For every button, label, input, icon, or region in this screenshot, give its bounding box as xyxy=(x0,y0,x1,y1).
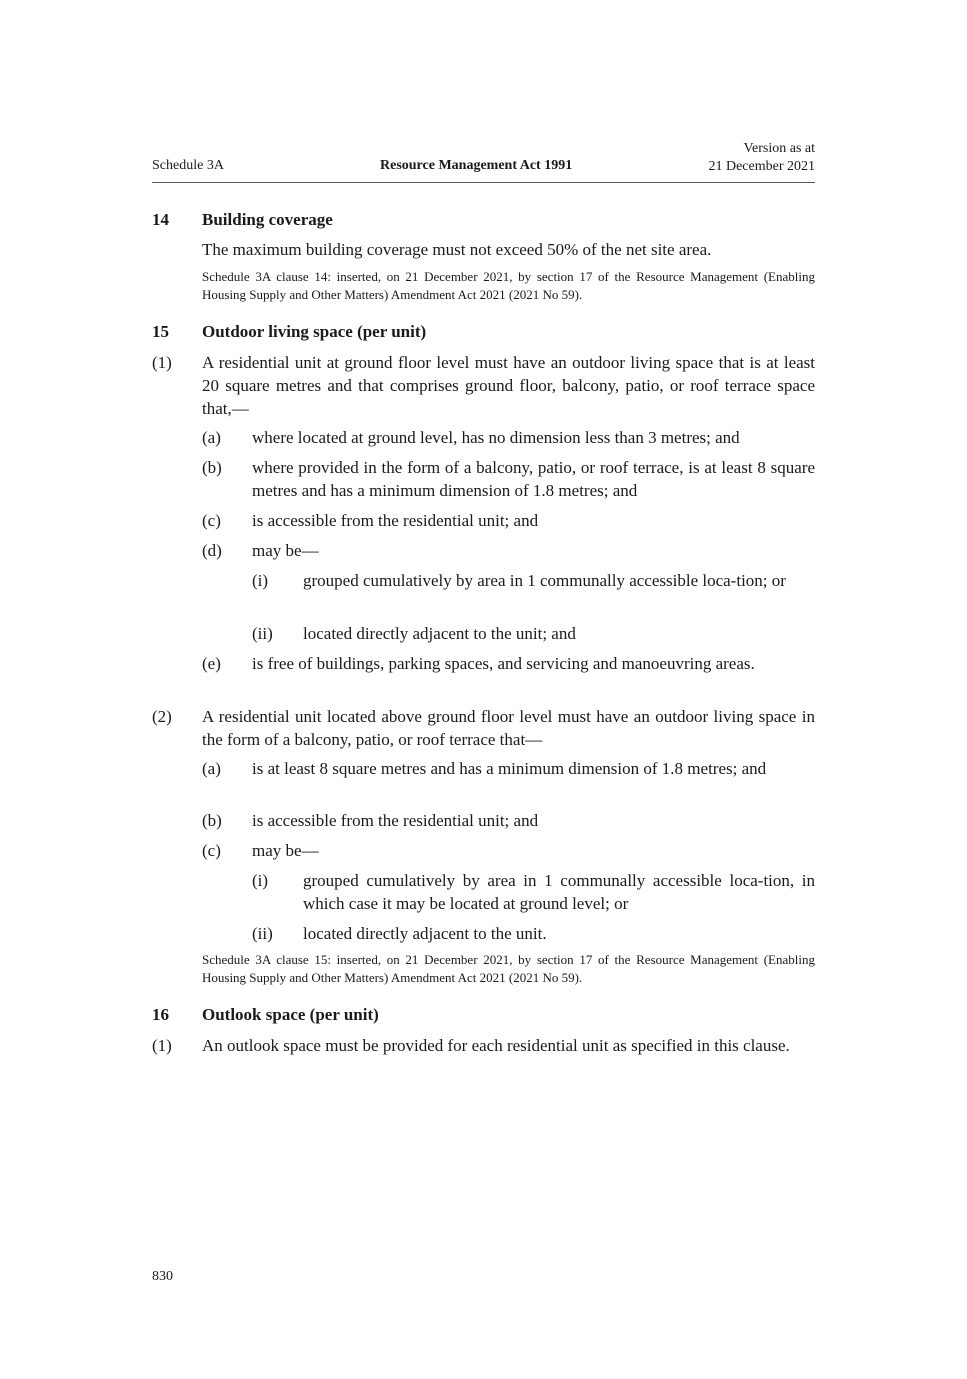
subpara-15-1-d-ii-label: (ii) xyxy=(252,624,273,643)
clause-16-heading: Outlook space (per unit) xyxy=(202,1005,379,1024)
subpara-15-2-c-ii-text: located directly adjacent to the unit. xyxy=(303,924,547,943)
para-15-1-e-text: is free of buildings, parking spaces, and servicing and manoeuvring areas. xyxy=(252,654,755,673)
subclause-16-1-text: An outlook space must be provided for each residential unit as specified in this clause. xyxy=(202,1036,790,1055)
para-15-1-d-label: (d) xyxy=(202,541,222,560)
para-15-2-c-label: (c) xyxy=(202,841,221,860)
header-schedule: Schedule 3A xyxy=(152,158,224,173)
para-15-1-e-label: (e) xyxy=(202,654,221,673)
header-act-title: Resource Management Act 1991 xyxy=(380,158,573,173)
clause-14-text: The maximum building coverage must not exceed 50% of the net site area. xyxy=(202,240,712,259)
para-15-1-a-text: where located at ground level, has no dimension less than 3 metres; and xyxy=(252,428,740,447)
clause-15-number: 15 xyxy=(152,322,169,341)
header-version-label: Version as at xyxy=(743,141,815,156)
para-15-2-b-label: (b) xyxy=(202,811,222,830)
clause-15-heading: Outdoor living space (per unit) xyxy=(202,322,427,341)
subpara-15-2-c-ii-label: (ii) xyxy=(252,924,273,943)
subclause-15-2-label: (2) xyxy=(152,707,172,726)
subpara-15-1-d-ii-text: located directly adjacent to the unit; and xyxy=(303,624,576,643)
page-number: 830 xyxy=(152,1269,173,1284)
para-15-1-a-label: (a) xyxy=(202,428,221,447)
clause-14-history-note: Schedule 3A clause 14: inserted, on 21 December 2021, by section 17 of the Resource Management (Enabling Housing Supply and Other Matters) Amendment Act 2021 (2021 No 59). xyxy=(202,269,815,302)
subpara-15-1-d-i-text: grouped cumulatively by area in 1 communally accessible loca-tion; or xyxy=(303,571,786,590)
clause-15-history-note: Schedule 3A clause 15: inserted, on 21 December 2021, by section 17 of the Resource Management (Enabling Housing Supply and Other Matters) Amendment Act 2021 (2021 No 59). xyxy=(202,952,815,985)
subclause-15-2-text: A residential unit located above ground floor level must have an outdoor living space in the form of a balcony, patio, or roof terrace that— xyxy=(202,707,815,749)
clause-14-number: 14 xyxy=(152,210,169,229)
header-version xyxy=(708,140,815,176)
subclause-16-1-label: (1) xyxy=(152,1036,172,1055)
subpara-15-2-c-i-label: (i) xyxy=(252,871,269,890)
para-15-2-a-text: is at least 8 square metres and has a minimum dimension of 1.8 metres; and xyxy=(252,759,767,778)
clause-16-number: 16 xyxy=(152,1005,169,1024)
subpara-15-1-d-i-label: (i) xyxy=(252,571,269,590)
subclause-15-1-text: A residential unit at ground floor level must have an outdoor living space that is at least 20 square metres and that comprises ground floor, balcony, patio, or roof terrace space that,— xyxy=(202,353,815,418)
para-15-1-c-text: is accessible from the residential unit; and xyxy=(252,511,539,530)
subclause-15-1-label: (1) xyxy=(152,353,172,372)
para-15-1-b-label: (b) xyxy=(202,458,222,477)
para-15-1-b-text: where provided in the form of a balcony, patio, or roof terrace, is at least 8 square metres and has a minimum dimension of 1.8 metres; and xyxy=(252,458,815,500)
running-header xyxy=(152,138,815,183)
para-15-1-c-label: (c) xyxy=(202,511,221,530)
para-15-2-b-text: is accessible from the residential unit; and xyxy=(252,811,539,830)
para-15-2-c-text: may be— xyxy=(252,841,319,860)
para-15-2-a-label: (a) xyxy=(202,759,221,778)
para-15-1-d-text: may be— xyxy=(252,541,319,560)
subpara-15-2-c-i-text: grouped cumulatively by area in 1 communally accessible loca-tion, in which case it may be located at ground level; or xyxy=(303,871,815,913)
clause-14-heading: Building coverage xyxy=(202,210,333,229)
header-version-date: 21 December 2021 xyxy=(708,159,815,174)
